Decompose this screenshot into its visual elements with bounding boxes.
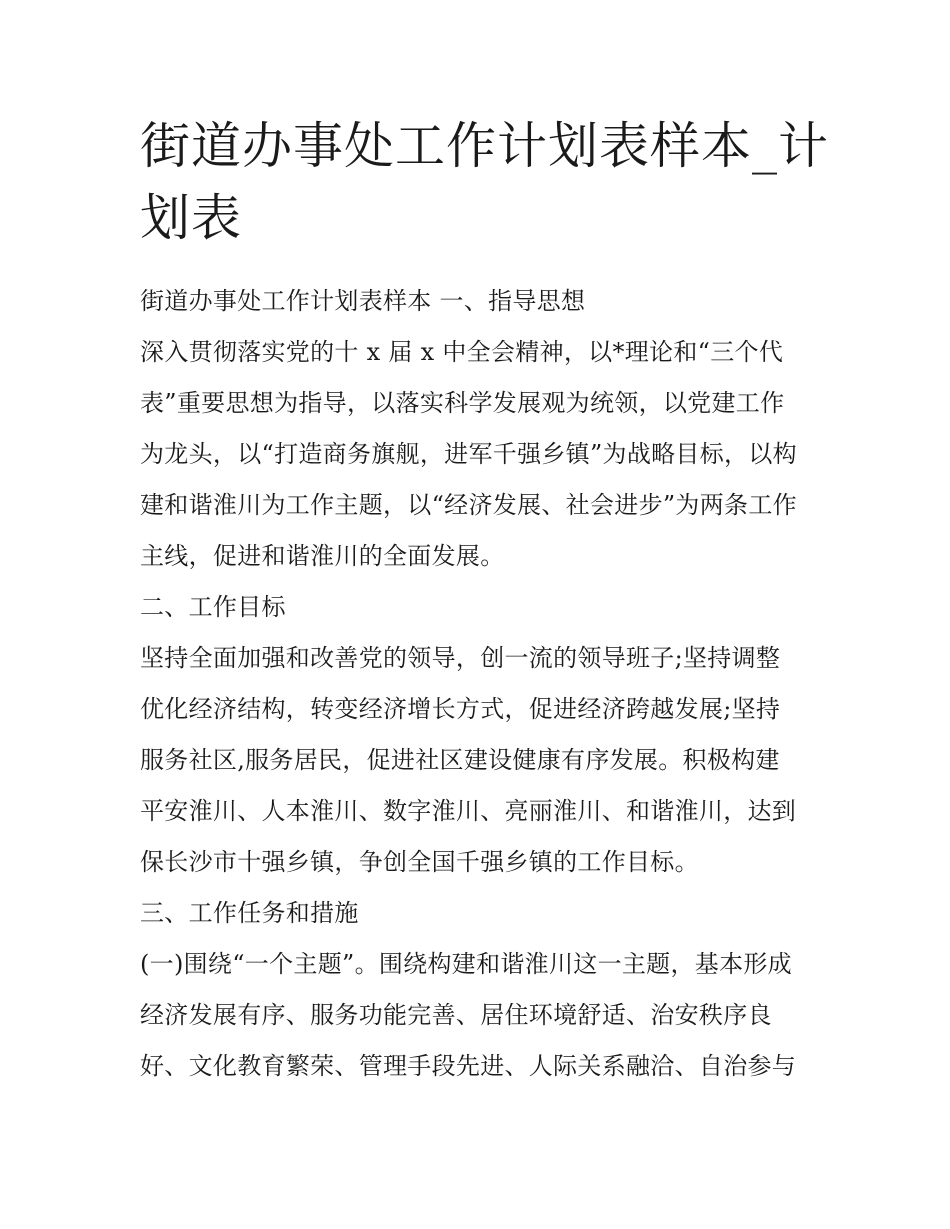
body-line: 为龙头，以“打造商务旗舰，进军千强乡镇”为战略目标，以构 [140,440,797,468]
body-line: 好、文化教育繁荣、管理手段先进、人际关系融洽、自治参与 [140,1052,797,1080]
body-line: 深入贯彻落实党的十 x 届 x 中全会精神，以*理论和“三个代 [140,338,784,366]
title-line-2: 划表 [140,189,242,247]
body-line: 表”重要思想为指导，以落实科学发展观为统领，以党建工作 [140,389,785,417]
section-heading-tasks: 三、工作任务和措施 [140,899,359,927]
body-line: 建和谐淮川为工作主题，以“经济发展、社会进步”为两条工作 [140,491,797,519]
body-line: 经济发展有序、服务功能完善、居住环境舒适、治安秩序良 [140,1001,772,1029]
document-body [140,276,812,1092]
document-page [140,110,829,1092]
body-line: 服务社区,服务居民，促进社区建设健康有序发展。积极构建 [140,746,780,774]
body-line-subtitle: 街道办事处工作计划表样本 一、指导思想 [140,287,586,315]
body-line: 保长沙市十强乡镇，争创全国千强乡镇的工作目标。 [140,848,699,876]
title-line-1: 街道办事处工作计划表样本_计 [140,117,829,175]
body-line: 主线，促进和谐淮川的全面发展。 [140,542,505,570]
body-line: 平安淮川、人本淮川、数字淮川、亮丽淮川、和谐淮川，达到 [140,797,797,825]
document-title [140,110,829,254]
body-line: 优化经济结构，转变经济增长方式，促进经济跨越发展;坚持 [140,695,781,723]
section-heading-goals: 二、工作目标 [140,593,286,621]
body-line: (一)围绕“一个主题”。围绕构建和谐淮川这一主题，基本形成 [140,950,792,978]
body-line: 坚持全面加强和改善党的领导，创一流的领导班子;坚持调整 [140,644,781,672]
